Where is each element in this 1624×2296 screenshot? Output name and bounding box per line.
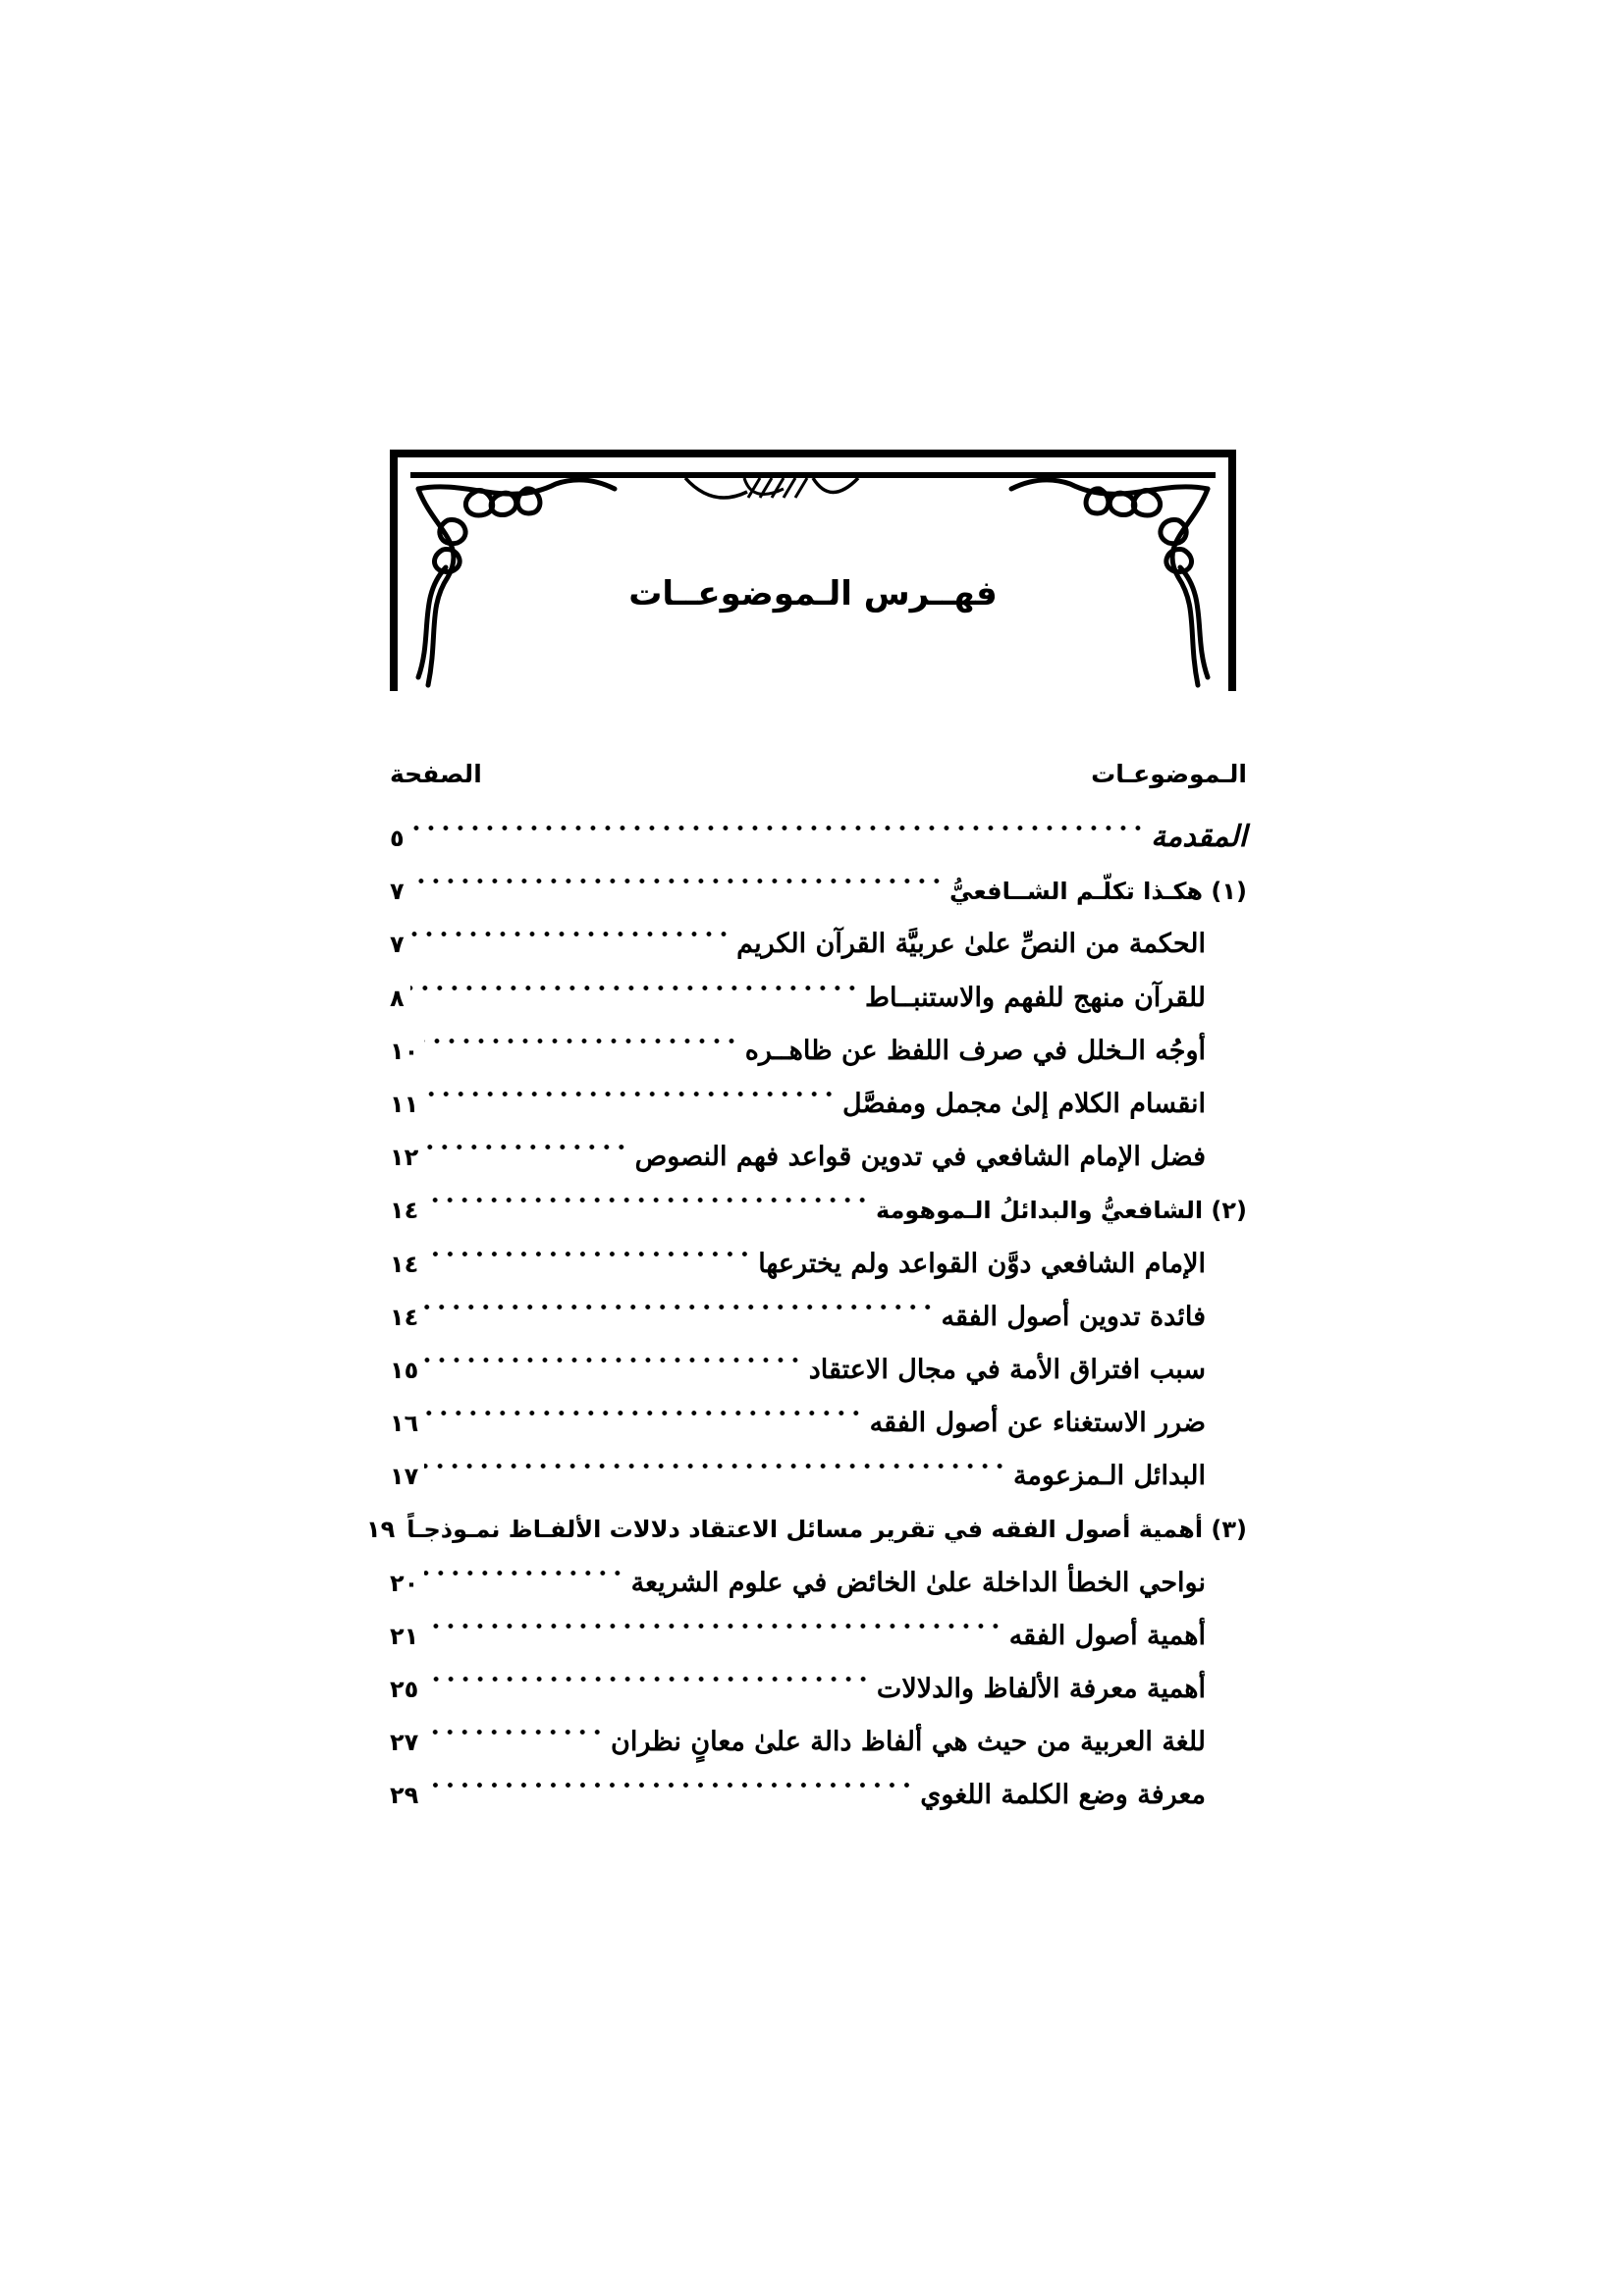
dot-leader (410, 846, 944, 899)
toc-entry-page-number: ١٢ (390, 1144, 419, 1172)
toc-entry-page-number: ١٥ (390, 1356, 419, 1384)
toc-entry-section[interactable] (390, 846, 1247, 906)
toc-entry-page-number: ١٤ (390, 1250, 419, 1278)
toc-entry-title: انقسام الكلام إلىٰ مجمل ومفصَّل (842, 1088, 1206, 1119)
ornamental-frame (389, 450, 1237, 691)
toc-entry-page-number: ٢١ (390, 1622, 419, 1650)
toc-header (390, 754, 1247, 793)
dot-leader (424, 1059, 837, 1112)
toc-entry-page-number: ٢٧ (390, 1729, 419, 1757)
table-of-contents (365, 754, 1247, 1811)
toc-entry-title: أوجُه الـخلل في صرف اللفظ عن ظاهــره (744, 1035, 1206, 1066)
dot-leader (424, 1750, 914, 1803)
toc-entry-title: المقدمة (1151, 820, 1247, 854)
dot-leader (424, 1112, 628, 1165)
toc-entry-title: (١) هكـذا تكلّـم الشــافعيُّ (949, 878, 1247, 906)
toc-entry-page-number: ٥ (390, 825, 405, 852)
page-title: فهــرس الـموضوعــات (628, 574, 998, 614)
toc-entry-title: البدائل الـمزعومة (1012, 1461, 1206, 1492)
toc-entry-title: نواحي الخطأ الداخلة علىٰ الخائض في علوم الشريعة (630, 1567, 1206, 1598)
toc-entry-title: معرفة وضع الكلمة اللغوي (920, 1780, 1206, 1811)
dot-leader (424, 1006, 738, 1059)
dot-leader (424, 1165, 870, 1218)
dot-leader (410, 953, 859, 1006)
dot-leader (424, 1378, 863, 1431)
toc-entry-title: للغة العربية من حيث هي ألفاظ دالة علىٰ معانٍ نظران (611, 1727, 1206, 1758)
toc-entry-title: أهمية أصول الفقه (1008, 1620, 1206, 1651)
dot-leader (424, 1272, 935, 1325)
toc-entry-page-number: ٢٠ (390, 1569, 419, 1597)
toc-entry-page-number: ١٤ (390, 1303, 419, 1331)
toc-entry-page-number: ١٠ (390, 1037, 419, 1065)
toc-entry-title: (٣) أهمية أصول الفقه في تقرير مسائل الاعتقاد دلالات الألفـاظ نمـوذجـاً (406, 1516, 1247, 1544)
toc-entry-title: فضل الإمام الشافعي في تدوين قواعد فهم النصوص (634, 1142, 1206, 1173)
toc-entry-title: الحكمة من النصِّ علىٰ عربيَّة القرآن الكريم (736, 929, 1206, 960)
toc-entry-page-number: ١٤ (390, 1197, 419, 1225)
toc-entry-title: (٢) الشافعيُّ والبدائلُ الـموهومة (875, 1197, 1247, 1225)
dot-leader (424, 1644, 871, 1697)
toc-entry-page-number: ٧ (390, 931, 405, 959)
dot-leader (424, 1591, 1002, 1644)
toc-entry-title: سبب افتراق الأمة في مجال الاعتقاد (808, 1354, 1206, 1385)
toc-entry-title: ضرر الاستغناء عن أصول الفقه (869, 1408, 1206, 1439)
toc-entry-title: فائدة تدوين أصول الفقه (941, 1301, 1206, 1332)
frame-ornament-icon (389, 450, 1237, 691)
toc-entry-page-number: ٢٩ (390, 1782, 419, 1810)
dot-leader (424, 1431, 1007, 1484)
dot-leader (424, 1538, 624, 1591)
toc-entry-page-number: ٨ (390, 984, 405, 1012)
toc-entry-page-number: ٢٥ (390, 1676, 419, 1703)
toc-entry-page-number: ١٦ (390, 1410, 419, 1438)
toc-entry-title: الإمام الشافعي دوَّن القواعد ولم يخترعها (758, 1248, 1206, 1279)
toc-entry-intro[interactable] (390, 793, 1247, 854)
dot-leader (410, 899, 731, 952)
toc-entry-page-number: ١٧ (390, 1463, 419, 1491)
page-column-header: الصفحة (390, 759, 482, 788)
dot-leader (424, 1219, 752, 1272)
toc-entry-title: أهمية معرفة الألفاظ والدلالات (876, 1674, 1206, 1704)
dot-leader (424, 1325, 802, 1378)
dot-leader (424, 1697, 605, 1750)
toc-entry-page-number: ١٩ (365, 1516, 396, 1544)
toc-entry-page-number: ٧ (390, 878, 405, 906)
toc-entry-title: للقرآن منهج للفهم والاستنبــاط (865, 982, 1206, 1013)
toc-entry-page-number: ١١ (390, 1090, 419, 1118)
dot-leader (410, 793, 1145, 846)
topics-column-header: الـموضوعـات (1091, 759, 1247, 788)
toc-rows (365, 793, 1247, 1811)
